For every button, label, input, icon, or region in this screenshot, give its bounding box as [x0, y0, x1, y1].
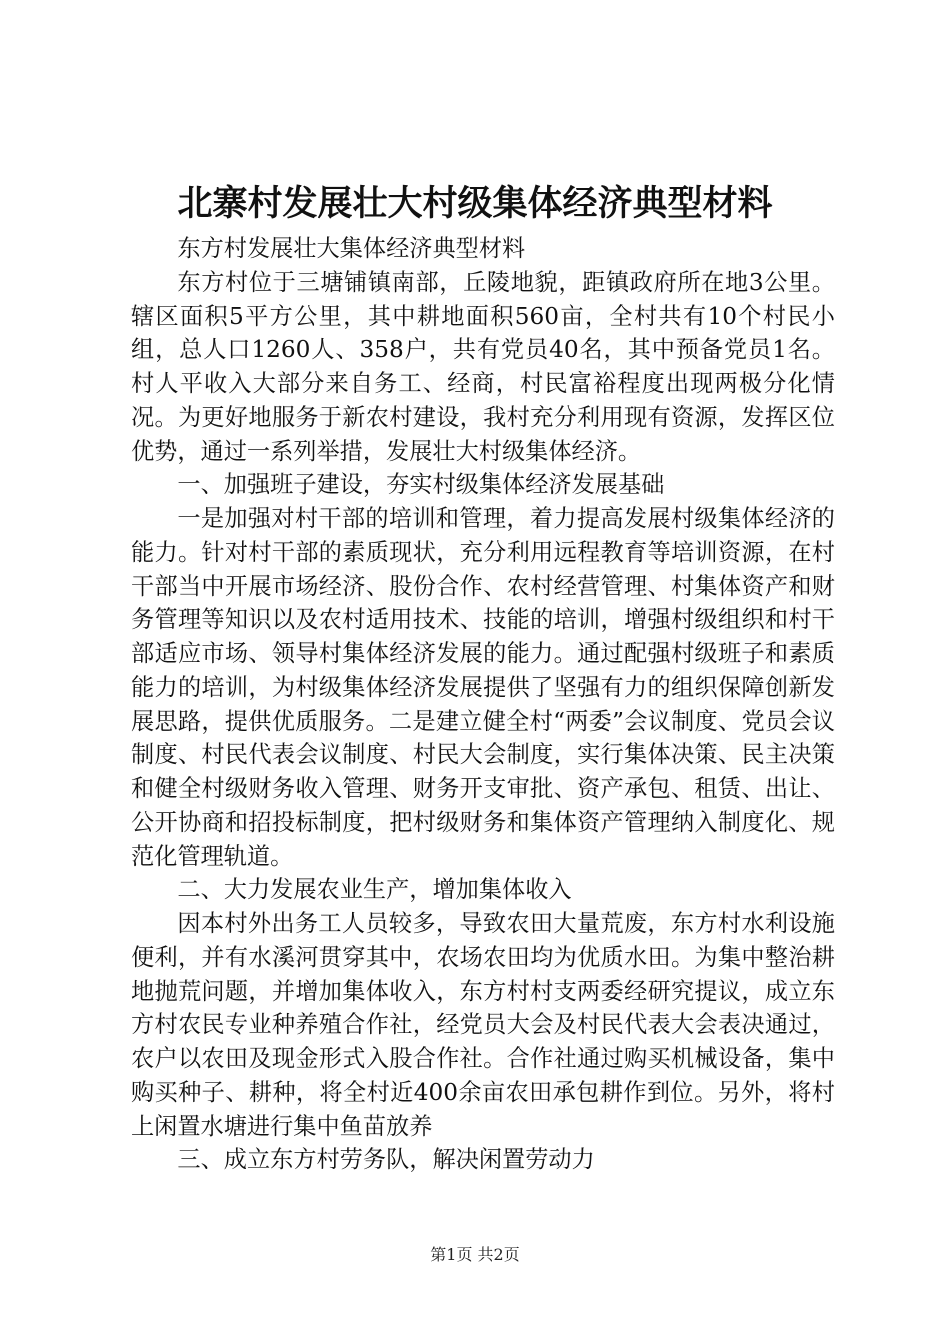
subtitle-paragraph: 东方村发展壮大集体经济典型材料 — [177, 235, 526, 262]
section-heading-3: 三、成立东方村劳务队，解决闲置劳动力 — [177, 1146, 595, 1174]
section-heading-2: 二、大力发展农业生产，增加集体收入 — [177, 876, 572, 904]
section-1-paragraph: 一是加强对村干部的培训和管理，着力提高发展村级集体经济的能力。针对村干部的素质现状，充分利用远程教育等培训资源，在村干部当中开展市场经济、股份合作、农村经营管理、村集体资产和财务管理等知识以及农村适用技术、技能的培训，增强村级组织和村干部适应市场、领导村集体经济发展的能力。通过配强村级班子和素质能力的培训，为村级集体经济发展提供了坚强有力的组织保障创新发展思路，提供优质服务。二是建立健全村“两委”会议制度、党员会议制度、村民代表会议制度、村民大会制度，实行集体决策、民主决策和健全村级财务收入管理、财务开支审批、资产承包、租赁、出让、公开协商和招投标制度，把村级财务和集体资产管理纳入制度化、规范化管理轨道。 — [131, 505, 835, 870]
section-heading-1: 一、加强班子建设，夯实村级集体经济发展基础 — [177, 471, 665, 499]
document-body — [131, 232, 835, 1177]
section-2-paragraph: 因本村外出务工人员较多，导致农田大量荒废，东方村水利设施便利，并有水溪河贯穿其中，农场农田均为优质水田。为集中整治耕地抛荒问题，并增加集体收入，东方村村支两委经研究提议，成立东方村农民专业种养殖合作社，经党员大会及村民代表大会表决通过，农户以农田及现金形式入股合作社。合作社通过购买机械设备，集中购买种子、耕种，将全村近400余亩农田承包耕作到位。另外，将村上闲置水塘进行集中鱼苗放养 — [131, 910, 835, 1140]
document-title: 北寨村发展壮大村级集体经济典型材料 — [177, 184, 773, 224]
intro-paragraph: 东方村位于三塘铺镇南部，丘陵地貌，距镇政府所在地3公里。辖区面积5平方公里，其中耕地面积560亩，全村共有10个村民小组，总人口1260人、358户，共有党员40名，其中预备党员1名。村人平收入大部分来自务工、经商，村民富裕程度出现两极分化情况。为更好地服务于新农村建设，我村充分利用现有资源，发挥区位优势，通过一系列举措，发展壮大村级集体经济。 — [131, 268, 835, 465]
page-footer: 第1页 共2页 — [430, 1245, 520, 1264]
